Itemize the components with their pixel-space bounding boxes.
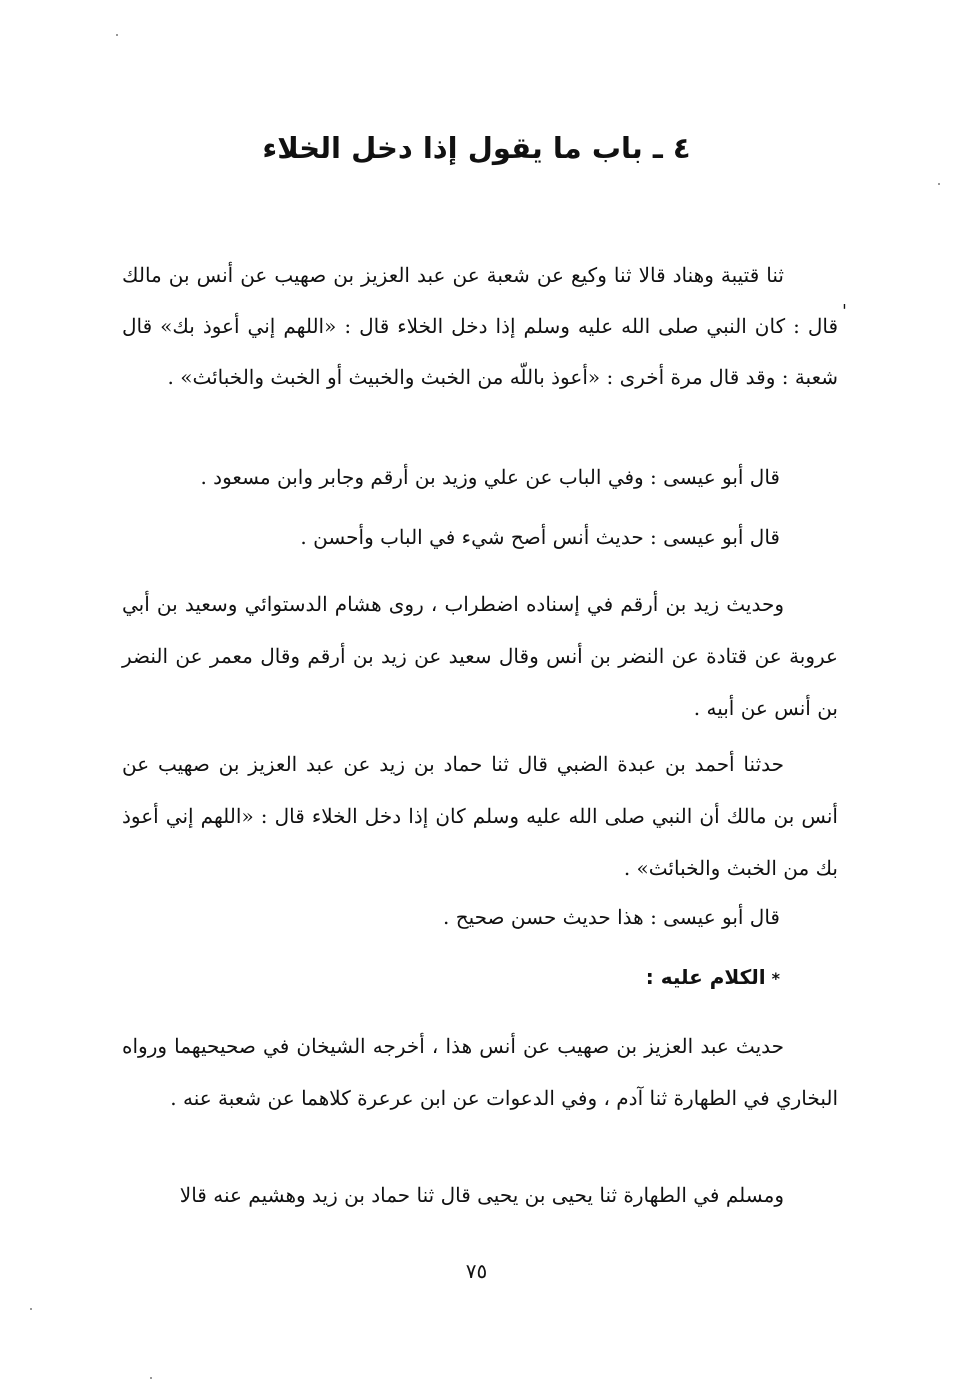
paragraph-hadith-2 <box>122 738 838 894</box>
paragraph-text: حديث عبد العزيز بن صهيب عن أنس هذا ، أخرجه الشيخان في صحيحيهما ورواه البخاري في الطهارة ثنا آدم ، وفي الدعوات عن ابن عرعرة كلاهما عن شعبة عنه . <box>122 1034 838 1110</box>
paragraph-text: حدثنا أحمد بن عبدة الضبي قال ثنا حماد بن زيد عن عبد العزيز بن صهيب عن أنس بن مالك أن النبي صلى الله عليه وسلم كان إذا دخل الخلاء قال : «اللهم إني أعوذ بك من الخبث والخبائث» . <box>122 752 838 880</box>
paragraph-text: وحديث زيد بن أرقم في إسناده اضطراب ، روى هشام الدستوائي وسعيد بن أبي عروبة عن قتادة عن النضر بن أنس وقال سعيد عن زيد بن أرقم وقال معمر عن النضر بن أنس عن أبيه . <box>122 592 838 720</box>
section-heading <box>122 962 780 994</box>
footnote-mark: ' <box>842 301 847 322</box>
scan-speck <box>30 1308 32 1310</box>
paragraph-note-2: قال أبو عيسى : حديث أنس أصح شيء في الباب وأحسن . <box>300 525 780 549</box>
paragraph-grading: قال أبو عيسى : هذا حديث حسن صحيح . <box>442 905 780 929</box>
section-heading-label: الكلام عليه : <box>645 965 766 989</box>
paragraph-isnad <box>122 578 838 734</box>
paragraph-text: ومسلم في الطهارة ثنا يحيى بن يحيى قال ثنا حماد بن زيد وهشيم عنه قالا <box>179 1183 784 1207</box>
scan-speck <box>116 34 118 36</box>
paragraph-note-1: قال أبو عيسى : وفي الباب عن علي وزيد بن أرقم وجابر وابن مسعود . <box>200 465 780 489</box>
scan-speck <box>150 1377 152 1379</box>
paragraph-commentary-1 <box>122 1020 838 1124</box>
page-number: ٧٥ <box>465 1259 488 1283</box>
chapter-title: ٤ ـ باب ما يقول إذا دخل الخلاء <box>262 131 691 165</box>
star-icon: * <box>771 969 780 988</box>
paragraph-hadith-1 <box>122 250 838 403</box>
paragraph-commentary-2 <box>122 1180 838 1210</box>
paragraph-text: ثنا قتيبة وهناد قالا ثنا وكيع عن شعبة عن عبد العزيز بن صهيب عن أنس بن مالك قال : كان النبي صلى الله عليه وسلم إذا دخل الخلاء قال : «اللهم إني أعوذ بك» قال شعبة : وقد قال مرة أخرى : «أعوذ باللّه من الخبث والخبيث أو الخبث والخبائث» . <box>122 263 838 389</box>
scan-speck <box>938 183 940 185</box>
